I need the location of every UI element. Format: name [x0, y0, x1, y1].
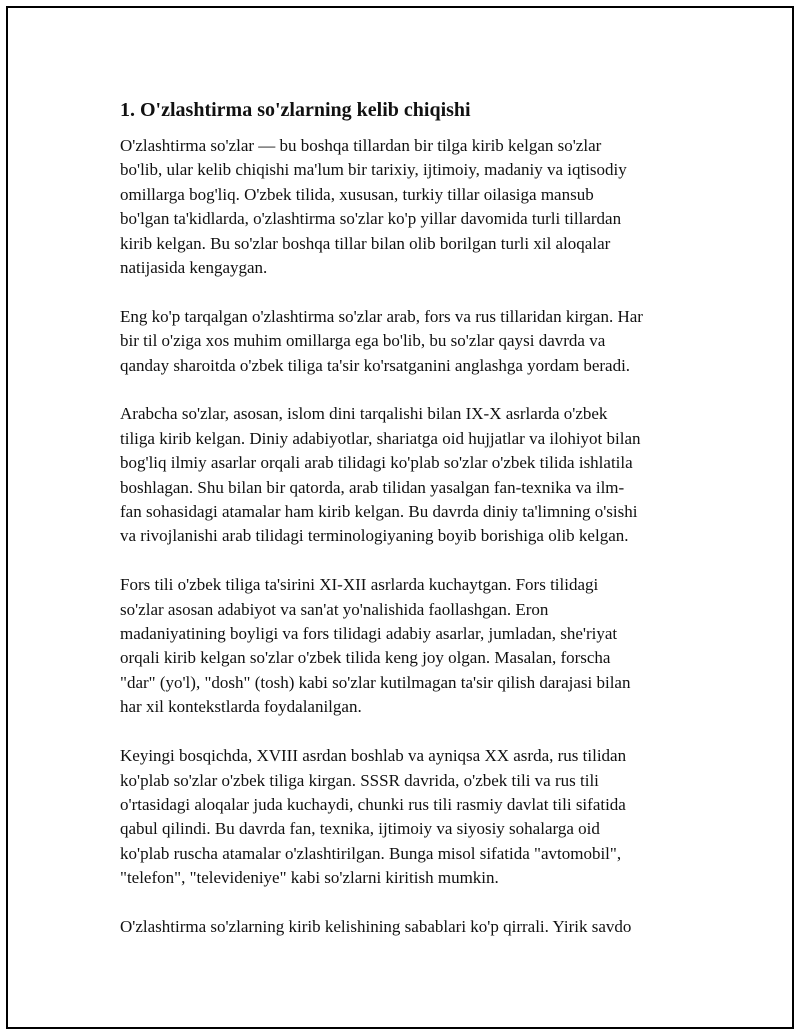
paragraph-5: Keyingi bosqichda, XVIII asrdan boshlab va ayniqsa XX asrda, rus tilidan ko'plab so'zlar o'zbek tiliga kirgan. SSSR davrida, o'zbek tili va rus tili o'rtasidagi aloqalar juda kuchaydi, chunki rus tili rasmiy davlat tili sifatida qabul qilindi. Bu davrda fan, texnika, ijtimoiy va siyosiy sohalarga oid ko'plab ruscha atamalar o'zlashtirilgan. Bunga misol sifatida "avtomobil", "telefon", "televideniye" kabi so'zlarni kiritish mumkin. [120, 746, 627, 888]
section-heading: 1. O'zlashtirma so'zlarning kelib chiqishi [120, 99, 471, 121]
paragraph-4: Fors tili o'zbek tiliga ta'sirini XI-XII asrlarda kuchaytgan. Fors tilidagi so'zlar asosan adabiyot va san'at yo'nalishida faollashgan. Eron madaniyatining boyligi va fors tilidagi adabiy asarlar, jumladan, she'riyat orqali kirib kelgan so'zlar o'zbek tilida keng joy olgan. Masalan, forscha "dar" (yo'l), "dosh" (tosh) kabi so'zlar kutilmagan ta'sir qilish darajasi bilan har xil kontekstlarda foydalanilgan. [120, 575, 631, 717]
page-frame [6, 6, 794, 1029]
paragraph-3: Arabcha so'zlar, asosan, islom dini tarqalishi bilan IX-X asrlarda o'zbek tiliga kirib kelgan. Diniy adabiyotlar, shariatga oid hujjatlar va ilohiyot bilan bog'liq ilmiy asarlar orqali arab tilidagi ko'plab so'zlar o'zbek tilida ishlatila boshlagan. Shu bilan bir qatorda, arab tilidan yasalgan fan-texnika va ilm- fan sohasidagi atamalar ham kirib kelgan. Bu davrda diniy ta'limning o'sishi va rivojlanishi arab tilidagi terminologiyaning boyib borishiga olib kelgan. [120, 404, 641, 546]
paragraph-2: Eng ko'p tarqalgan o'zlashtirma so'zlar arab, fors va rus tillaridan kirgan. Har bir til o'ziga xos muhim omillarga ega bo'lib, bu so'zlar qaysi davrda va qanday sharoitda o'zbek tiliga ta'sir ko'rsatganini anglashga yordam beradi. [120, 306, 643, 375]
paragraph-6: O'zlashtirma so'zlarning kirib kelishining sabablari ko'p qirrali. Yirik savdo [120, 916, 632, 936]
document-body [120, 96, 696, 964]
paragraph-1: O'zlashtirma so'zlar — bu boshqa tillardan bir tilga kirib kelgan so'zlar bo'lib, ular kelib chiqishi ma'lum bir tarixiy, ijtimoiy, madaniy va iqtisodiy omillarga bog'liq. O'zbek tilida, xususan, turkiy tillar oilasiga mansub bo'lgan ta'kidlarda, o'zlashtirma so'zlar ko'p yillar davomida turli tillardan kirib kelgan. Bu so'zlar boshqa tillar bilan olib borilgan turli xil aloqalar natijasida kengaygan. [120, 136, 627, 278]
